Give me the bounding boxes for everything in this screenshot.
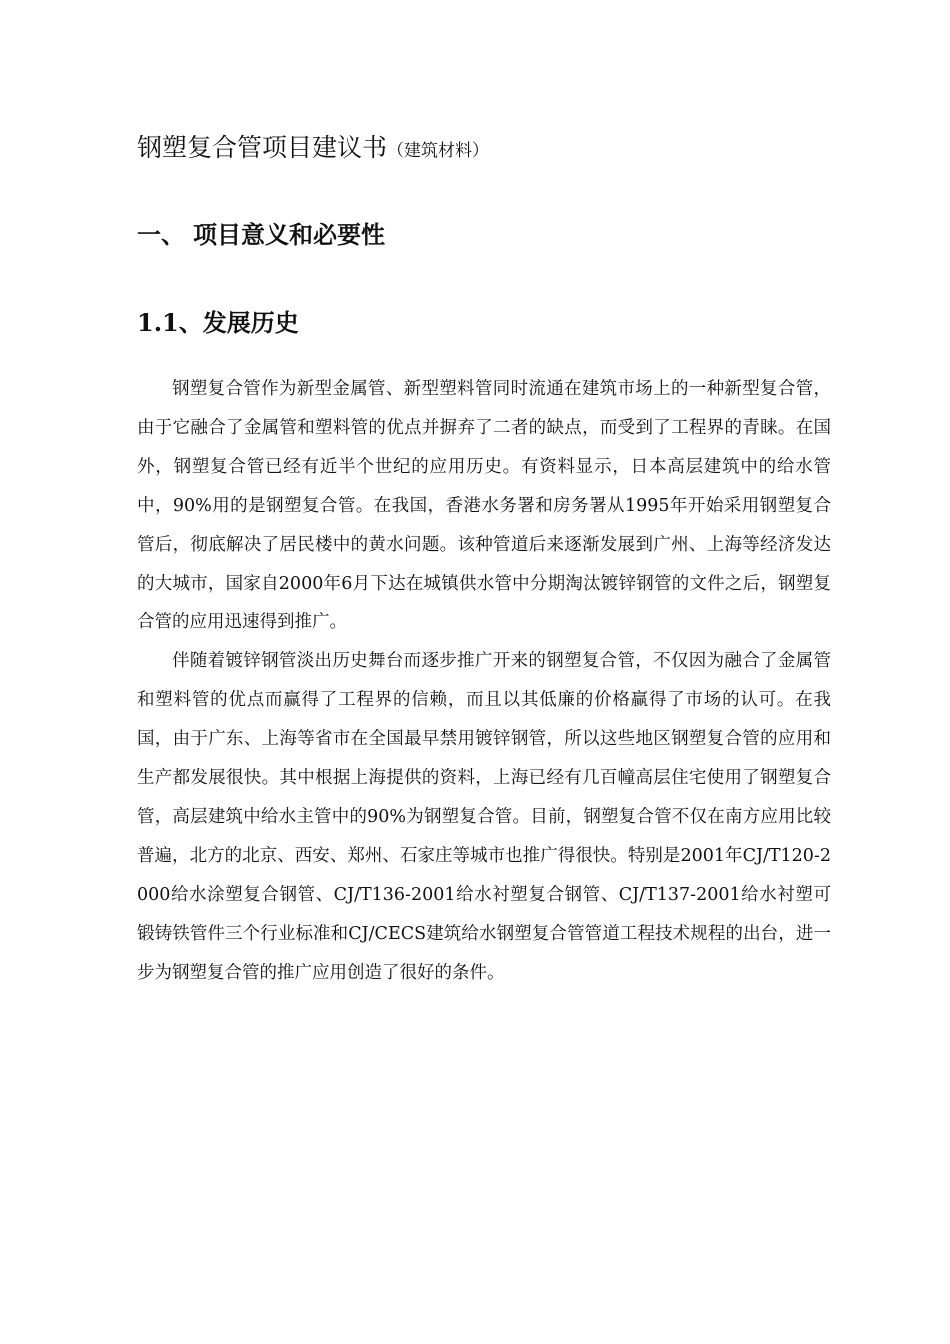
document-title-main: 钢塑复合管项目建议书 — [137, 133, 388, 162]
paragraph-1: 钢塑复合管作为新型金属管、新型塑料管同时流通在建筑市场上的一种新型复合管，由于它融合了金属管和塑料管的优点并摒弃了二者的缺点，而受到了工程界的青睐。在国外，钢塑复合管已经有近半个世纪的应用历史。有资料显示，日本高层建筑中的给水管中，90%用的是钢塑复合管。在我国，香港水务署和房务署从1995年开始采用钢塑复合管后，彻底解决了居民楼中的黄水问题。该种管道后来逐渐发展到广州、上海等经济发达的大城市，国家自2000年6月下达在城镇供水管中分期淘汰镀锌钢管的文件之后，钢塑复合管的应用迅速得到推广。 — [137, 379, 831, 633]
document-title — [137, 128, 489, 171]
document-title-suffix: （建筑材料） — [387, 141, 490, 161]
paragraph-2: 伴随着镀锌钢管淡出历史舞台而逐步推广开来的钢塑复合管，不仅因为融合了金属管和塑料管的优点而赢得了工程界的信赖，而且以其低廉的价格赢得了市场的认可。在我国，由于广东、上海等省市在全国最早禁用镀锌钢管，所以这些地区钢塑复合管的应用和生产都发展很快。其中根据上海提供的资料，上海已经有几百幢高层住宅使用了钢塑复合管，高层建筑中给水主管中的90%为钢塑复合管。目前，钢塑复合管不仅在南方应用比较普遍，北方的北京、西安、郑州、石家庄等城市也推广得很快。特别是2001年CJ/T120-2000给水涂塑复合钢管、CJ/T136-2001给水衬塑复合钢管、CJ/T137-2001给水衬塑可锻铸铁管件三个行业标准和CJ/CECS建筑给水钢塑复合管管道工程技术规程的出台，进一步为钢塑复合管的推广应用创造了很好的条件。 — [137, 651, 831, 983]
body-text — [137, 370, 831, 993]
subsection-heading: 1.1、发展历史 — [137, 308, 299, 337]
section-heading — [137, 215, 385, 255]
section-number: 一、 — [137, 220, 185, 249]
section-title: 项目意义和必要性 — [193, 220, 385, 249]
